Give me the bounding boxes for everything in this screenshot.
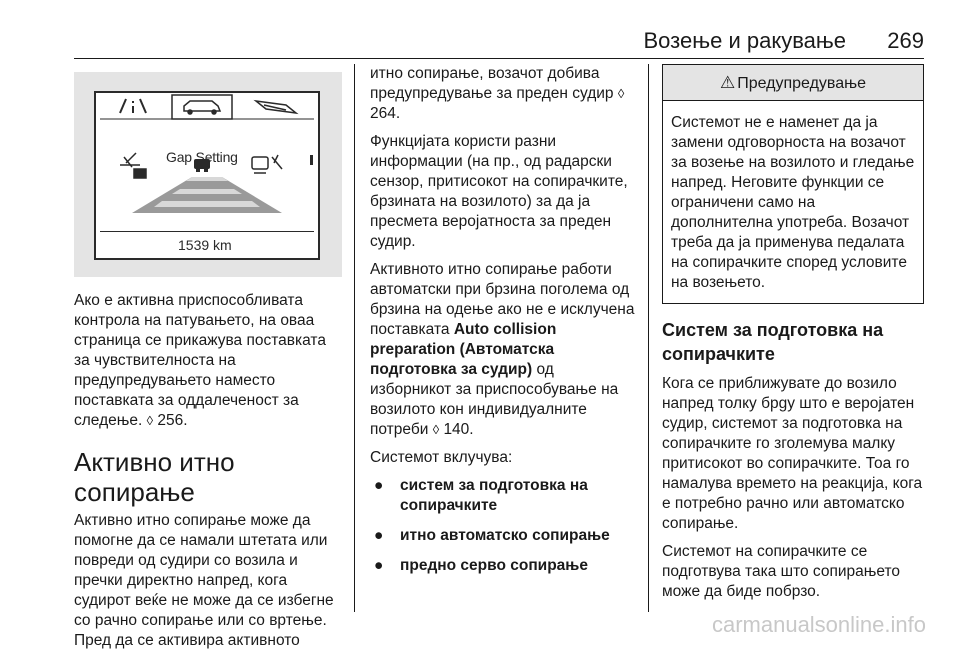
column-1: [74, 72, 342, 659]
list-item: ● предно серво сопирање: [374, 557, 588, 574]
heading-active-emergency-braking: Активно итно сопирање: [74, 447, 235, 507]
watermark: carmanualsonline.info: [711, 612, 926, 637]
warning-text: Системот не е наменет да ја замени одговорноста на возачот за возење на возилото и гледање напред. Неговите функции се ограничени само на дополнителна употреба. Возачот треба да ја применува педалата на сопирачките според условите на возењето.: [671, 114, 915, 291]
brake-system-paragraph: Системот на сопирачките се подготвува така што сопирањето може да биде побрзо.: [662, 543, 901, 600]
column-divider: [648, 64, 649, 612]
scroll-indicator: [310, 155, 313, 165]
page-ref-icon: ◊: [617, 86, 625, 101]
page-ref-icon: ◊: [146, 413, 154, 428]
paragraph-continued: итно сопирање, возачот добива предупредување за преден судир ◊ 264.: [370, 65, 625, 122]
page-number: 269: [887, 28, 924, 53]
traffic-sign-icon: [256, 101, 296, 113]
display-illustration: [74, 72, 342, 277]
automatic-paragraph: Активното итно сопирање работи автоматски при брзина поголема од брзина на одење ако не е исклучена поставката Auto collision preparation (Автоматска подготовка за судир) од изборникот за приспособување на возилото кон индивидуалните потреби ◊ 140.: [370, 261, 635, 438]
active-braking-paragraph: Активно итно сопирање може да помогне да се намали штетата или повреди од судири со возила и пречки директно напред, кога судирот веќе не може да се избегне со рачно сопирање или со вртење. Пред да се активира активното: [74, 512, 334, 649]
lane-warning-icon: [120, 99, 146, 113]
column-divider: [354, 64, 355, 612]
bullet-icon: ●: [374, 477, 384, 494]
setting-name: Auto collision preparation (Автоматска подготовка за судир): [370, 321, 557, 378]
page-ref-icon: ◊: [432, 422, 440, 437]
display-graphics: [96, 93, 318, 258]
brake-prep-paragraph: Кога се приближувате до возило напред толку брgу што е веројатен судир, системот за подготовка на сопирачките го зголемува малку притисокот во сопирачките. Тоа го намалува времето на реакција, кога е потребно рачно или автоматско сопирање.: [662, 375, 923, 532]
column-2: [370, 64, 638, 586]
odometer-readout: 1539 km: [178, 237, 232, 253]
selected-tab-frame: [172, 95, 232, 119]
vehicle-distance-icon: [252, 155, 282, 173]
list-item: ● итно автоматско сопирање: [374, 527, 610, 544]
section-title: Возење и ракување: [643, 28, 846, 53]
warning-box: [662, 64, 924, 304]
collision-warning-icon: [120, 153, 146, 178]
page-header: [74, 24, 924, 59]
column-3: [662, 64, 924, 610]
gap-setting-label: Gap Setting: [166, 149, 238, 165]
warning-triangle-icon: ⚠: [719, 73, 736, 92]
list-item: ● систем за подготовка на сопирачките: [374, 477, 588, 514]
heading-brake-preparation: Систем за подготовка на сопирачките: [662, 320, 884, 364]
intro-paragraph: Ако е активна приспособливата контрола на патувањето, на оваа страница се прикажува поставката за чувствителноста на предупредувањето наместо поставката за оддалеченост за следење. ◊ 256.: [74, 292, 326, 429]
warning-title: ⚠ Предупредување: [663, 65, 923, 101]
road-graphic: [132, 177, 282, 213]
system-includes-label: Системот вклучува:: [370, 449, 513, 466]
function-paragraph: Функцијата користи разни информации (на пр., од радарски сензор, притисокот на сопирачките, брзината на возилото) за да ја пресмета веројатноста за преден судир.: [370, 133, 628, 250]
bullet-icon: ●: [374, 557, 384, 574]
feature-list: [370, 476, 638, 576]
bullet-icon: ●: [374, 527, 384, 544]
instrument-display: [94, 91, 320, 260]
